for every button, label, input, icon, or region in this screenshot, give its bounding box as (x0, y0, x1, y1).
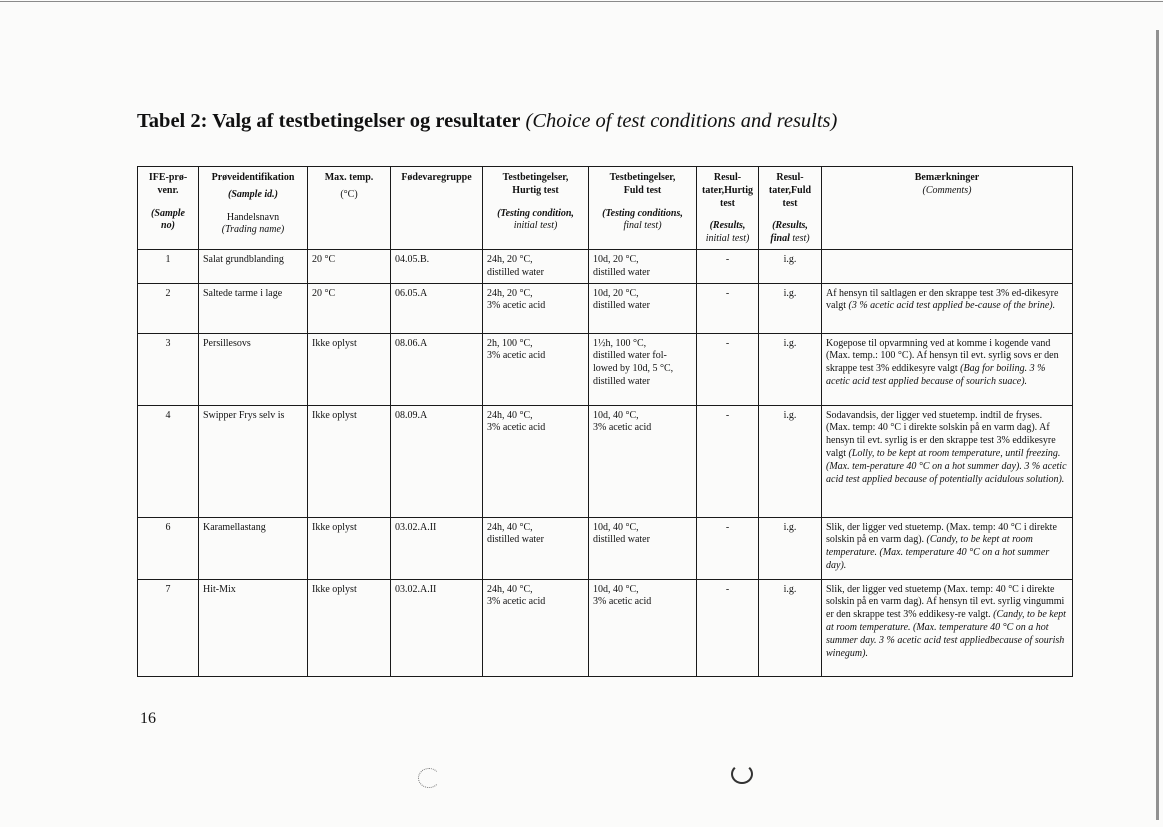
cell-food-group: 04.05.B. (391, 249, 483, 283)
table-row (138, 405, 1073, 517)
cell-full-test: 1½h, 100 °C, distilled water fol- lowed by 10d, 5 °C, distilled water (589, 333, 697, 405)
remark-danish: Slik, der ligger ved stuetemp. (Max. temp: 40 °C i direkte solskin på en varm dag). (826, 521, 1057, 546)
table-row (138, 517, 1073, 579)
cell-food-group: 08.09.A (391, 405, 483, 517)
cell-max-temp: Ikke oplyst (308, 333, 391, 405)
table-row (138, 333, 1073, 405)
cell-identification: Hit-Mix (199, 579, 308, 676)
cell-identification: Karamellastang (199, 517, 308, 579)
cell-identification: Saltede tarme i lage (199, 283, 308, 333)
cell-result-quick: - (697, 249, 759, 283)
title-danish: Tabel 2: Valg af testbetingelser og resultater (137, 110, 521, 132)
cell-food-group: 03.02.A.II (391, 579, 483, 676)
scan-artifact-circle (731, 764, 753, 784)
header-max-temp: Max. temp. (°C) (308, 167, 391, 250)
cell-quick-test: 24h, 20 °C, distilled water (483, 249, 589, 283)
table-row (138, 249, 1073, 283)
cell-remarks (822, 579, 1073, 676)
cell-quick-test: 24h, 40 °C, 3% acetic acid (483, 405, 589, 517)
remark-danish: Slik, der ligger ved stuetemp (Max. temp: 40 °C i direkte solskin på en varm dag). Af hensyn til evt. syrlig vingummi er den skrappe test 3% eddikesy-re valgt. (826, 583, 1065, 621)
page-number: 16 (140, 710, 156, 727)
cell-identification: Salat grundblanding (199, 249, 308, 283)
cell-sample-no: 2 (138, 283, 199, 333)
table-row (138, 283, 1073, 333)
cell-result-quick: - (697, 283, 759, 333)
header-full-test: Testbetingelser, Fuld test (Testing conditions, final test) (589, 167, 697, 250)
cell-identification: Swipper Frys selv is (199, 405, 308, 517)
remark-english: (3 % acetic acid test applied be-cause of the brine). (848, 300, 1056, 312)
cell-quick-test: 24h, 40 °C, 3% acetic acid (483, 579, 589, 676)
header-result-full: Resul- tater,Fuld test (Results, final test) (759, 167, 822, 250)
cell-food-group: 03.02.A.II (391, 517, 483, 579)
cell-sample-no: 7 (138, 579, 199, 676)
cell-quick-test: 24h, 40 °C, distilled water (483, 517, 589, 579)
header-quick-test: Testbetingelser, Hurtig test (Testing condition, initial test) (483, 167, 589, 250)
cell-result-full: i.g. (759, 517, 822, 579)
title-english: (Choice of test conditions and results) (525, 110, 838, 132)
cell-result-quick: - (697, 405, 759, 517)
cell-remarks (822, 517, 1073, 579)
cell-full-test: 10d, 20 °C, distilled water (589, 249, 697, 283)
header-sample-no: IFE-prø- venr. (Sample no) (138, 167, 199, 250)
cell-max-temp: Ikke oplyst (308, 405, 391, 517)
cell-sample-no: 4 (138, 405, 199, 517)
table-row (138, 579, 1073, 676)
header-row (138, 167, 1073, 250)
cell-result-full: i.g. (759, 333, 822, 405)
top-scan-rule (0, 1, 1163, 2)
cell-max-temp: Ikke oplyst (308, 579, 391, 676)
results-table (137, 166, 1073, 677)
cell-result-full: i.g. (759, 579, 822, 676)
cell-remarks (822, 405, 1073, 517)
cell-quick-test: 24h, 20 °C, 3% acetic acid (483, 283, 589, 333)
cell-full-test: 10d, 40 °C, distilled water (589, 517, 697, 579)
cell-food-group: 08.06.A (391, 333, 483, 405)
cell-max-temp: Ikke oplyst (308, 517, 391, 579)
cell-result-quick: - (697, 333, 759, 405)
cell-max-temp: 20 °C (308, 249, 391, 283)
header-food-group: Fødevaregruppe (391, 167, 483, 250)
table-title (137, 110, 837, 133)
cell-sample-no: 6 (138, 517, 199, 579)
cell-identification: Persillesovs (199, 333, 308, 405)
cell-result-quick: - (697, 517, 759, 579)
remark-english: (Candy, to be kept at room temperature. (Max. temperature 40 °C on a hot summer day. 3 % acetic acid test appliedbecause of sourish winegum). (826, 609, 1066, 659)
cell-result-full: i.g. (759, 405, 822, 517)
cell-remarks (822, 283, 1073, 333)
cell-max-temp: 20 °C (308, 283, 391, 333)
scan-artifact-mark (418, 768, 440, 788)
remark-english: (Candy, to be kept at room temperature. (Max. temperature 40 °C on a hot summer day). (826, 534, 1050, 571)
scan-edge-shadow (1156, 30, 1159, 820)
remark-english: (Lolly, to be kept at room temperature, until freezing. (Max. tem-perature 40 °C on a hot summer day). 3 % acetic acid test applied because of potentially acidulous solution). (826, 447, 1067, 485)
remark-danish: Af hensyn til saltlagen er den skrappe test 3% ed-dikesyre valgt (826, 287, 1059, 312)
cell-remarks (822, 249, 1073, 283)
cell-full-test: 10d, 20 °C, distilled water (589, 283, 697, 333)
cell-full-test: 10d, 40 °C, 3% acetic acid (589, 405, 697, 517)
cell-remarks (822, 333, 1073, 405)
cell-sample-no: 1 (138, 249, 199, 283)
cell-result-full: i.g. (759, 249, 822, 283)
header-identification: Prøveidentifikation (Sample id.) Handelsnavn (Trading name) (199, 167, 308, 250)
remark-english: (Bag for boiling. 3 % acetic acid test applied because of sourich suace). (826, 363, 1046, 387)
cell-food-group: 06.05.A (391, 283, 483, 333)
remark-danish: Sodavandsis, der ligger ved stuetemp. indtil de fryses. (Max. temp: 40 °C i direkte solskin på en varm dag). Af hensyn til evt. syrlig is er den skrappe test 3% eddikesyre valgt (826, 409, 1056, 459)
cell-quick-test: 2h, 100 °C, 3% acetic acid (483, 333, 589, 405)
header-result-quick: Resul- tater,Hurtig test (Results, initial test) (697, 167, 759, 250)
cell-result-quick: - (697, 579, 759, 676)
cell-result-full: i.g. (759, 283, 822, 333)
cell-full-test: 10d, 40 °C, 3% acetic acid (589, 579, 697, 676)
cell-sample-no: 3 (138, 333, 199, 405)
header-remarks: Bemærkninger (Comments) (822, 167, 1073, 250)
remark-danish: Kogepose til opvarmning ved at komme i kogende vand (Max. temp.: 100 °C). Af hensyn til evt. syrlig sovs er den skrappe test 3% eddikesyre valgt (826, 337, 1059, 375)
